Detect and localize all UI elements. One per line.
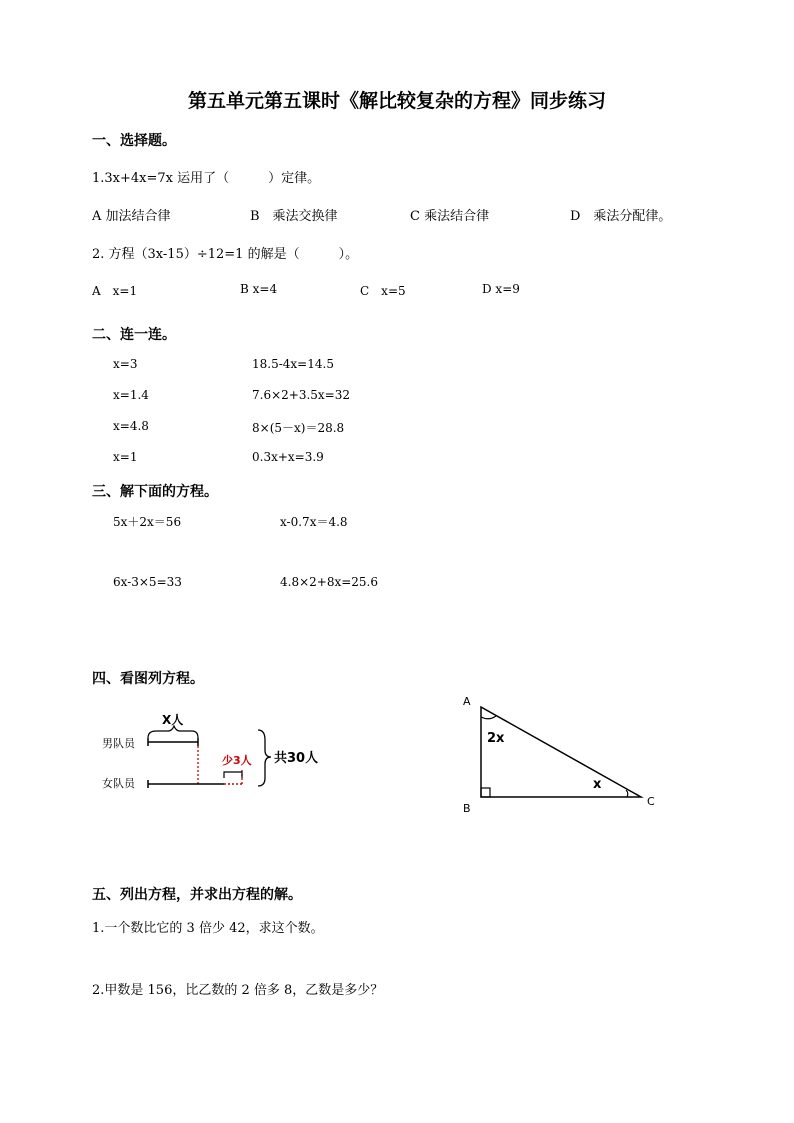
male-members-label: 男队员 bbox=[102, 737, 135, 750]
question-5-1: 1.一个数比它的 3 倍少 42，求这个数。 bbox=[92, 921, 324, 936]
match-left-3: x=4.8 bbox=[113, 419, 149, 433]
equation-2: x-0.7x＝4.8 bbox=[280, 515, 348, 529]
angle-c-value: x bbox=[593, 777, 602, 792]
x-people-label: X人 bbox=[162, 713, 184, 727]
vertex-c-label: C bbox=[647, 795, 655, 808]
angle-a-value: 2x bbox=[487, 731, 505, 746]
angle-c-arc bbox=[626, 790, 628, 797]
equation-3: 6x-3×5=33 bbox=[113, 575, 182, 589]
match-right-4: 0.3x+x=3.9 bbox=[252, 450, 324, 464]
q1-1-option-d: D 乘法分配律。 bbox=[570, 209, 672, 224]
match-right-1: 18.5-4x=14.5 bbox=[252, 357, 334, 371]
less-three-label: 少3人 bbox=[222, 754, 252, 767]
total-thirty-label: 共30人 bbox=[274, 751, 319, 766]
page-title: 第五单元第五课时《解比较复杂的方程》同步练习 bbox=[187, 90, 606, 112]
vertex-b-label: B bbox=[463, 802, 471, 815]
q1-2-option-d: D x=9 bbox=[482, 282, 520, 296]
triangle-abc bbox=[481, 707, 641, 797]
question-1-1: 1.3x+4x=7x 运用了（ ）定律。 bbox=[92, 171, 321, 186]
x-brace bbox=[148, 726, 198, 738]
angle-a-arc bbox=[481, 716, 496, 719]
less-brace bbox=[224, 772, 242, 778]
section-5-heading: 五、列出方程，并求出方程的解。 bbox=[92, 887, 302, 903]
section-2-heading: 二、连一连。 bbox=[92, 327, 176, 343]
equation-1: 5x＋2x＝56 bbox=[113, 515, 182, 529]
section-1-heading: 一、选择题。 bbox=[92, 133, 176, 149]
match-left-2: x=1.4 bbox=[113, 388, 149, 402]
match-left-1: x=3 bbox=[113, 357, 138, 371]
total-brace bbox=[258, 730, 271, 786]
q1-2-option-a: A x=1 bbox=[92, 284, 138, 298]
match-left-4: x=1 bbox=[113, 450, 138, 464]
right-triangle-diagram bbox=[455, 690, 675, 815]
team-members-diagram bbox=[92, 700, 332, 800]
section-4-heading: 四、看图列方程。 bbox=[92, 671, 204, 687]
female-members-label: 女队员 bbox=[102, 777, 135, 790]
section-3-heading: 三、解下面的方程。 bbox=[92, 484, 218, 500]
vertex-a-label: A bbox=[463, 695, 471, 708]
q1-2-option-b: B x=4 bbox=[240, 282, 278, 296]
q1-2-option-c: C x=5 bbox=[360, 284, 406, 298]
q1-1-option-b: B 乘法交换律 bbox=[250, 209, 338, 224]
match-right-2: 7.6×2+3.5x=32 bbox=[252, 388, 351, 402]
question-1-2: 2. 方程（3x-15）÷12=1 的解是（ ）。 bbox=[92, 247, 359, 262]
right-angle-mark bbox=[481, 788, 490, 797]
q1-1-option-c: C 乘法结合律 bbox=[410, 209, 490, 224]
match-right-3: 8×(5－x)＝28.8 bbox=[252, 421, 345, 435]
q1-1-option-a: A 加法结合律 bbox=[92, 209, 171, 224]
question-5-2: 2.甲数是 156，比乙数的 2 倍多 8，乙数是多少？ bbox=[92, 983, 384, 998]
equation-4: 4.8×2+8x=25.6 bbox=[280, 575, 379, 589]
